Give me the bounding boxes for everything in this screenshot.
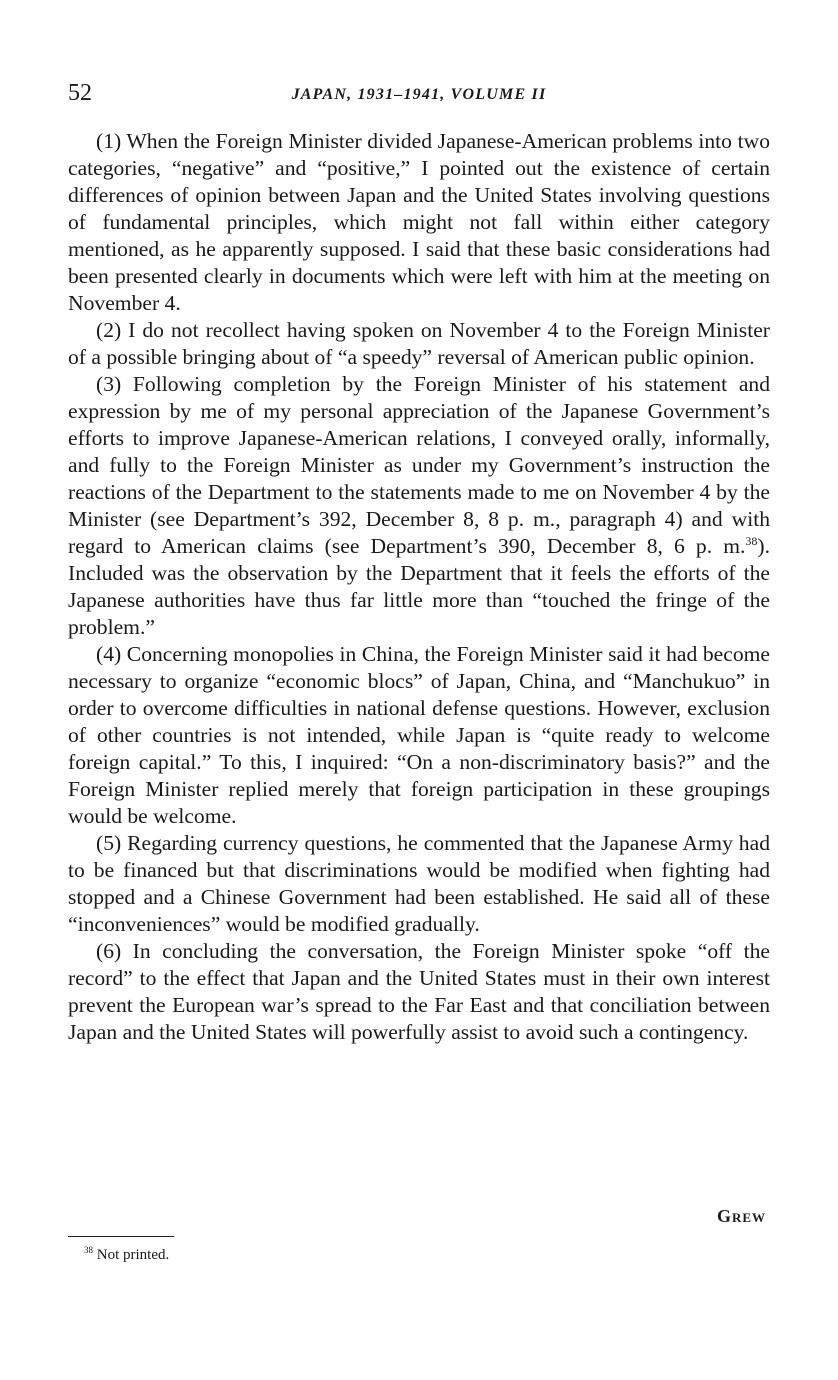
paragraph-3-text-b: ). Included was the observation by the Department that it feels the efforts of the Japanese authorities have thus far little more than “touched the fringe of the problem.”	[68, 534, 770, 639]
footnote	[84, 1245, 169, 1264]
paragraph-6: (6) In concluding the conversation, the Foreign Minister spoke “off the record” to the effect that Japan and the United States must in their own interest prevent the European war’s spread to the Far East and that conciliation between Japan and the United States will powerfully assist to avoid such a contingency.	[68, 939, 770, 1044]
paragraph-1: (1) When the Foreign Minister divided Japanese-American problems into two categories, “negative” and “positive,” I pointed out the existence of certain differences of opinion between Japan and the United States involving questions of fundamental principles, which might not fall within either category mentioned, as he apparently supposed. I said that these basic considerations had been presented clearly in documents which were left with him at the meeting on November 4.	[68, 129, 770, 315]
paragraph-2: (2) I do not recollect having spoken on November 4 to the Foreign Minister of a possible bringing about of “a speedy” reversal of American public opinion.	[68, 318, 770, 369]
signature: Grew	[716, 1206, 766, 1226]
paragraph-5: (5) Regarding currency questions, he commented that the Japanese Army had to be financed but that discriminations would be modified when fighting had stopped and a Chinese Government had been established. He said all of these “inconveniences” would be modified gradually.	[68, 831, 770, 936]
footnote-text: Not printed.	[96, 1247, 170, 1263]
footnote-divider	[68, 1236, 174, 1237]
paragraph-4: (4) Concerning monopolies in China, the Foreign Minister said it had become necessary to organize “economic blocs” of Japan, China, and “Manchukuo” in order to overcome difficulties in national defense questions. However, exclusion of other countries is not intended, while Japan is “quite ready to welcome foreign capital.” To this, I inquired: “On a non-discriminatory basis?” and the Foreign Minister replied merely that foreign participation in these groupings would be welcome.	[68, 642, 770, 828]
footnote-marker: 38	[84, 1245, 93, 1255]
page-number: 52	[68, 80, 92, 106]
paragraph-3-text-a: (3) Following completion by the Foreign Minister of his statement and expression by me of my personal appreciation of the Japanese Government’s efforts to improve Japanese-American relations, I conveyed orally, informally, and fully to the Foreign Minister as under my Government’s instruction the reactions of the Department to the statements made to me on November 4 by the Minister (see Department’s 392, December 8, 8 p. m., paragraph 4) and with regard to American claims (see Department’s 390, December 8, 6 p. m.	[68, 372, 770, 558]
footnote-reference: 38	[745, 533, 758, 548]
body-text	[68, 128, 770, 1046]
paragraph-3	[68, 371, 770, 641]
running-head: JAPAN, 1931–1941, VOLUME II	[291, 86, 547, 103]
